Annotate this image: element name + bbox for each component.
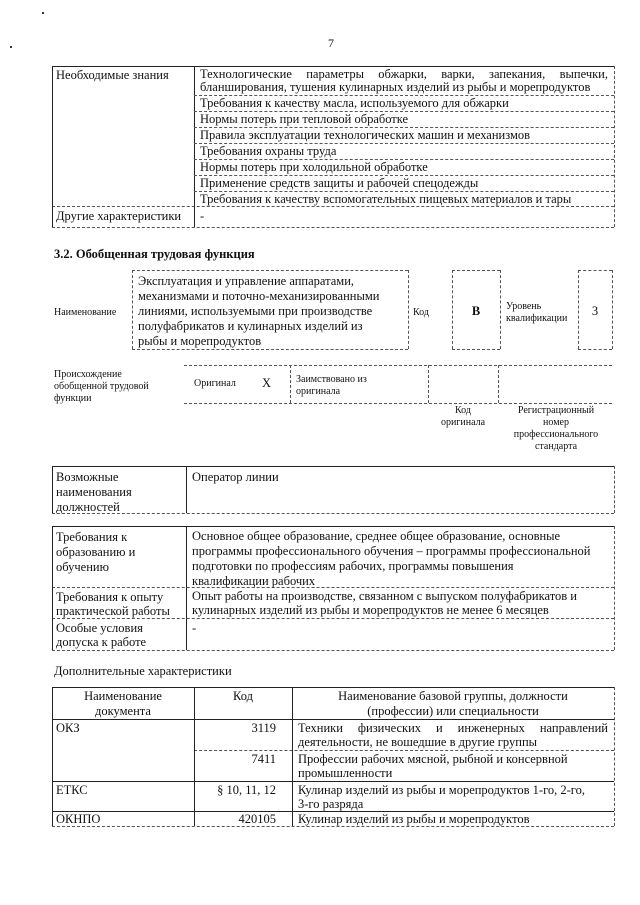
special-label: допуска к работе <box>56 635 147 649</box>
knowledge-item: Требования к качеству вспомогательных пищевых материалов и тары <box>200 192 572 206</box>
table-row-code: 420105 <box>238 812 276 826</box>
original-mark: X <box>262 376 272 390</box>
positions-value: Оператор линии <box>192 470 279 484</box>
reg-number-caption: профессионального <box>513 429 599 440</box>
knowledge-label: Необходимые знания <box>56 68 169 82</box>
knowledge-item: Применение средств защиты и рабочей спецодежды <box>200 176 479 190</box>
education-label: обучению <box>56 560 109 574</box>
original-label: Оригинал <box>194 378 236 389</box>
scan-speck <box>42 12 44 14</box>
table-row-text: деятельности, не вошедшие в другие группы <box>298 735 538 749</box>
additional-title: Дополнительные характеристики <box>54 664 232 678</box>
function-name-line: рыбы и морепродуктов <box>138 334 262 348</box>
education-text: Основное общее образование, среднее общее образование, основные <box>192 529 561 543</box>
knowledge-item: Требования к качеству масла, используемого для обжарки <box>200 96 509 110</box>
code-original-caption: Код <box>455 405 471 416</box>
section-title: 3.2. Обобщенная трудовая функция <box>54 247 255 261</box>
table-row-code: 3119 <box>251 721 276 735</box>
function-name-line: полуфабрикатов и кулинарных изделий из <box>138 319 363 333</box>
special-value: - <box>192 621 197 635</box>
knowledge-item: Нормы потерь при тепловой обработке <box>200 112 409 126</box>
positions-label: должностей <box>56 500 120 514</box>
col-doc-header: Наименование <box>84 689 162 703</box>
education-label: Требования к <box>56 530 128 544</box>
function-name-line: Эксплуатация и управление аппаратами, <box>138 274 355 288</box>
experience-label: Требования к опыту <box>56 590 164 604</box>
knowledge-item: Нормы потерь при холодильной обработке <box>200 160 428 174</box>
education-text: квалификации рабочих <box>192 574 316 588</box>
other-value: - <box>200 209 205 223</box>
function-name-line: механизмами и поточно-механизированными <box>138 289 380 303</box>
education-text: подготовки по профессиям рабочих, программы повышения <box>192 559 514 573</box>
table-row-text: 3-го разряда <box>298 797 364 811</box>
table-row-doc: ОКНПО <box>56 812 101 826</box>
positions-label: наименования <box>56 485 132 499</box>
origin-label: обобщенной трудовой <box>54 381 149 392</box>
table-row-text: Техники физических и инженерных направлений <box>298 721 608 735</box>
reg-number-caption: Регистрационный <box>517 405 595 416</box>
table-row-text: Профессии рабочих мясной, рыбной и консервной <box>298 752 568 766</box>
code-value: B <box>471 304 481 318</box>
col-group-header: (профессии) или специальности <box>367 704 539 718</box>
table-row-doc: ОКЗ <box>56 721 80 735</box>
knowledge-item: Технологические параметры обжарки, варки, запекания, выпечки, <box>200 67 608 81</box>
reg-number-caption: стандарта <box>534 441 578 452</box>
level-value: 3 <box>591 304 599 318</box>
col-group-header: Наименование базовой группы, должности <box>338 689 568 703</box>
other-label: Другие характеристики <box>56 209 182 223</box>
education-text: программы профессионального обучения – программы профессиональной <box>192 544 591 558</box>
function-name-line: линиями, используемыми при производстве <box>138 304 373 318</box>
scan-speck <box>10 46 12 48</box>
table-row-text: Кулинар изделий из рыбы и морепродуктов 1-го, 2-го, <box>298 783 585 797</box>
knowledge-item: Требования охраны труда <box>200 144 337 158</box>
reg-number-caption: номер <box>543 417 569 428</box>
experience-text: кулинарных изделий из рыбы и морепродуктов не менее 6 месяцев <box>192 603 549 617</box>
level-label: Уровень <box>506 301 542 312</box>
origin-label: функции <box>54 393 92 404</box>
level-label: квалификации <box>506 313 568 324</box>
code-original-caption: оригинала <box>440 417 486 428</box>
knowledge-item: Правила эксплуатации технологических машин и механизмов <box>200 128 531 142</box>
knowledge-item: бланширования, тушения кулинарных изделий из рыбы и морепродуктов <box>200 80 591 94</box>
positions-label: Возможные <box>56 470 119 484</box>
page-number: 7 <box>328 36 334 50</box>
col-doc-header: документа <box>95 704 151 718</box>
table-row-text: Кулинар изделий из рыбы и морепродуктов <box>298 812 530 826</box>
borrowed-label: Заимствовано из <box>296 374 367 385</box>
name-label: Наименование <box>54 307 117 318</box>
code-label: Код <box>413 307 429 318</box>
table-row-doc: ЕТКС <box>56 783 88 797</box>
table-row-code: § 10, 11, 12 <box>217 783 276 797</box>
education-label: образованию и <box>56 545 136 559</box>
col-code-header: Код <box>233 689 253 703</box>
experience-text: Опыт работы на производстве, связанном с выпуском полуфабрикатов и <box>192 589 577 603</box>
table-row-text: промышленности <box>298 766 393 780</box>
origin-label: Происхождение <box>54 369 122 380</box>
experience-label: практической работы <box>56 604 170 618</box>
special-label: Особые условия <box>56 621 143 635</box>
borrowed-label: оригинала <box>296 386 341 397</box>
table-row-code: 7411 <box>251 752 276 766</box>
